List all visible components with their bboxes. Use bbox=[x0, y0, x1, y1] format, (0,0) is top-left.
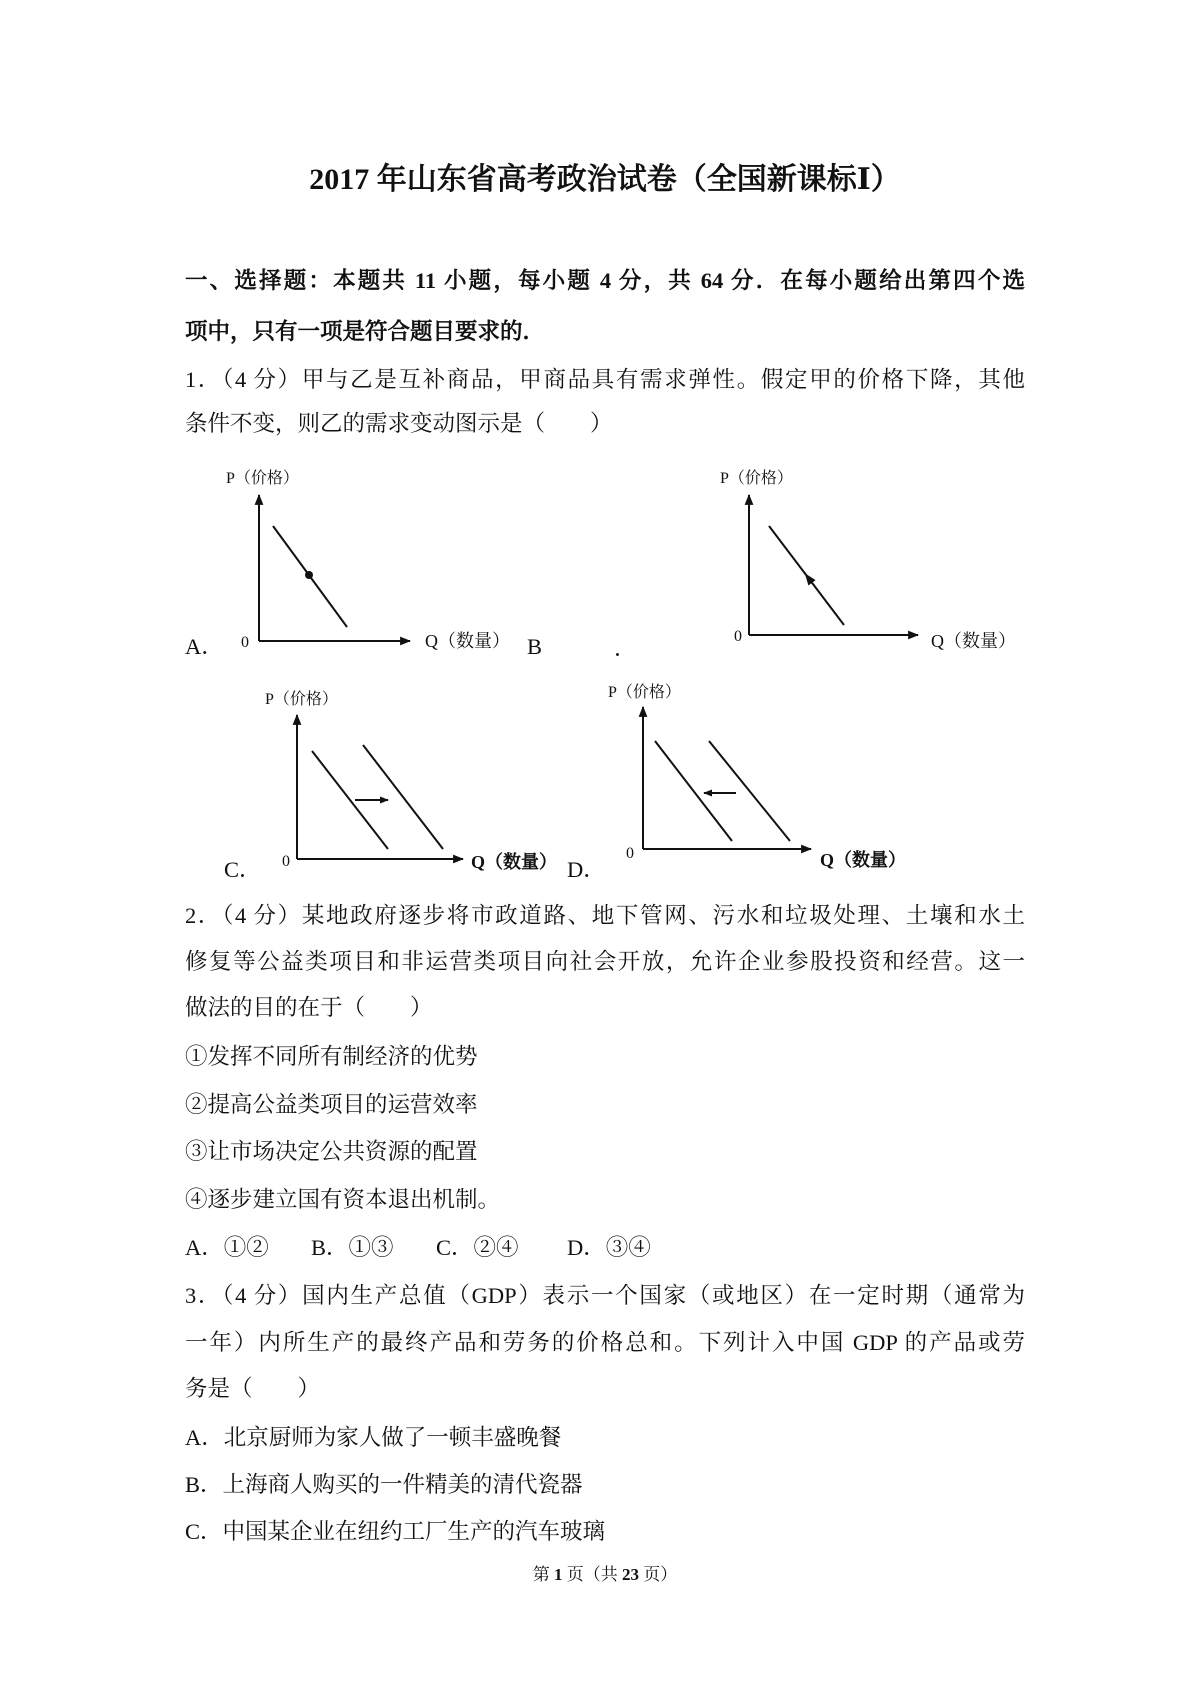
section-heading-line: 一、选择题：本题共 11 小题，每小题 4 分，共 64 分．在每小题给出第四个选 bbox=[185, 268, 1025, 293]
x-axis-label: Q（数量） bbox=[425, 631, 510, 651]
y-axis-label: P（价格） bbox=[226, 470, 299, 487]
statement-1: ①发挥不同所有制经济的优势 bbox=[185, 1044, 478, 1069]
origin-label: 0 bbox=[241, 634, 249, 651]
option-label-b: B bbox=[527, 634, 543, 659]
curve-arrowhead bbox=[805, 573, 816, 585]
x-axis-label: Q（数量） bbox=[471, 852, 558, 872]
question-2-option-a: A．①② bbox=[185, 1235, 269, 1260]
section-heading-line: 项中，只有一项是符合题目要求的． bbox=[185, 319, 546, 344]
question-1-stem: 条件不变，则乙的需求变动图示是（ ） bbox=[185, 411, 613, 436]
question-3-option-a: A．北京厨师为家人做了一顿丰盛晚餐 bbox=[185, 1425, 562, 1450]
graph-option-d bbox=[595, 668, 915, 878]
y-axis-label: P（价格） bbox=[720, 470, 793, 487]
question-3-stem: 务是（ ） bbox=[185, 1376, 321, 1401]
option-label-b-period: ． bbox=[614, 636, 637, 661]
question-2-stem: 修复等公益类项目和非运营类项目向社会开放，允许企业参股投资和经营。这一 bbox=[185, 949, 1025, 974]
option-label-d: D． bbox=[567, 857, 606, 882]
graph-option-a bbox=[215, 455, 525, 660]
statement-4: ④逐步建立国有资本退出机制。 bbox=[185, 1187, 501, 1212]
question-3-stem: 一年）内所生产的最终产品和劳务的价格总和。下列计入中国 GDP 的产品或劳 bbox=[185, 1330, 1025, 1355]
question-2-stem: 做法的目的在于（ ） bbox=[185, 995, 433, 1020]
page-footer bbox=[185, 1562, 1025, 1588]
question-3-stem: 3．（4 分）国内生产总值（GDP）表示一个国家（或地区）在一定时期（通常为 bbox=[185, 1283, 1025, 1308]
curve-point bbox=[305, 571, 313, 579]
question-2-option-d: D．③④ bbox=[567, 1235, 651, 1260]
x-axis-label: Q（数量） bbox=[931, 631, 1016, 651]
question-2-stem: 2．（4 分）某地政府逐步将市政道路、地下管网、污水和垃圾处理、土壤和水土 bbox=[185, 903, 1025, 928]
origin-label: 0 bbox=[626, 845, 634, 862]
footer-text: 页（共 bbox=[562, 1565, 622, 1584]
origin-label: 0 bbox=[734, 628, 742, 645]
question-1-stem: 1．（4 分）甲与乙是互补商品，甲商品具有需求弹性。假定甲的价格下降，其他 bbox=[185, 367, 1025, 392]
statement-2: ②提高公益类项目的运营效率 bbox=[185, 1092, 478, 1117]
question-3-option-c: C．中国某企业在纽约工厂生产的汽车玻璃 bbox=[185, 1519, 606, 1544]
question-3-option-b: B．上海商人购买的一件精美的清代瓷器 bbox=[185, 1472, 583, 1497]
option-label-c: C． bbox=[224, 857, 262, 882]
question-2-option-c: C．②④ bbox=[436, 1235, 519, 1260]
y-axis-label: P（价格） bbox=[265, 691, 338, 708]
question-2-option-b: B．①③ bbox=[311, 1235, 394, 1260]
y-axis-label: P（价格） bbox=[608, 684, 681, 701]
graph-option-c bbox=[255, 675, 570, 880]
page-title: 2017 年山东省高考政治试卷（全国新课标Ⅰ） bbox=[309, 163, 901, 196]
option-label-a: A． bbox=[185, 634, 224, 659]
footer-text: 第 bbox=[532, 1565, 554, 1584]
x-axis-label: Q（数量） bbox=[820, 850, 907, 870]
statement-3: ③让市场决定公共资源的配置 bbox=[185, 1139, 478, 1164]
footer-text: 页） bbox=[639, 1565, 678, 1584]
footer-total-pages: 23 bbox=[622, 1565, 639, 1584]
origin-label: 0 bbox=[282, 853, 290, 870]
footer-page-number: 1 bbox=[554, 1565, 563, 1584]
graph-option-b bbox=[710, 455, 1030, 660]
